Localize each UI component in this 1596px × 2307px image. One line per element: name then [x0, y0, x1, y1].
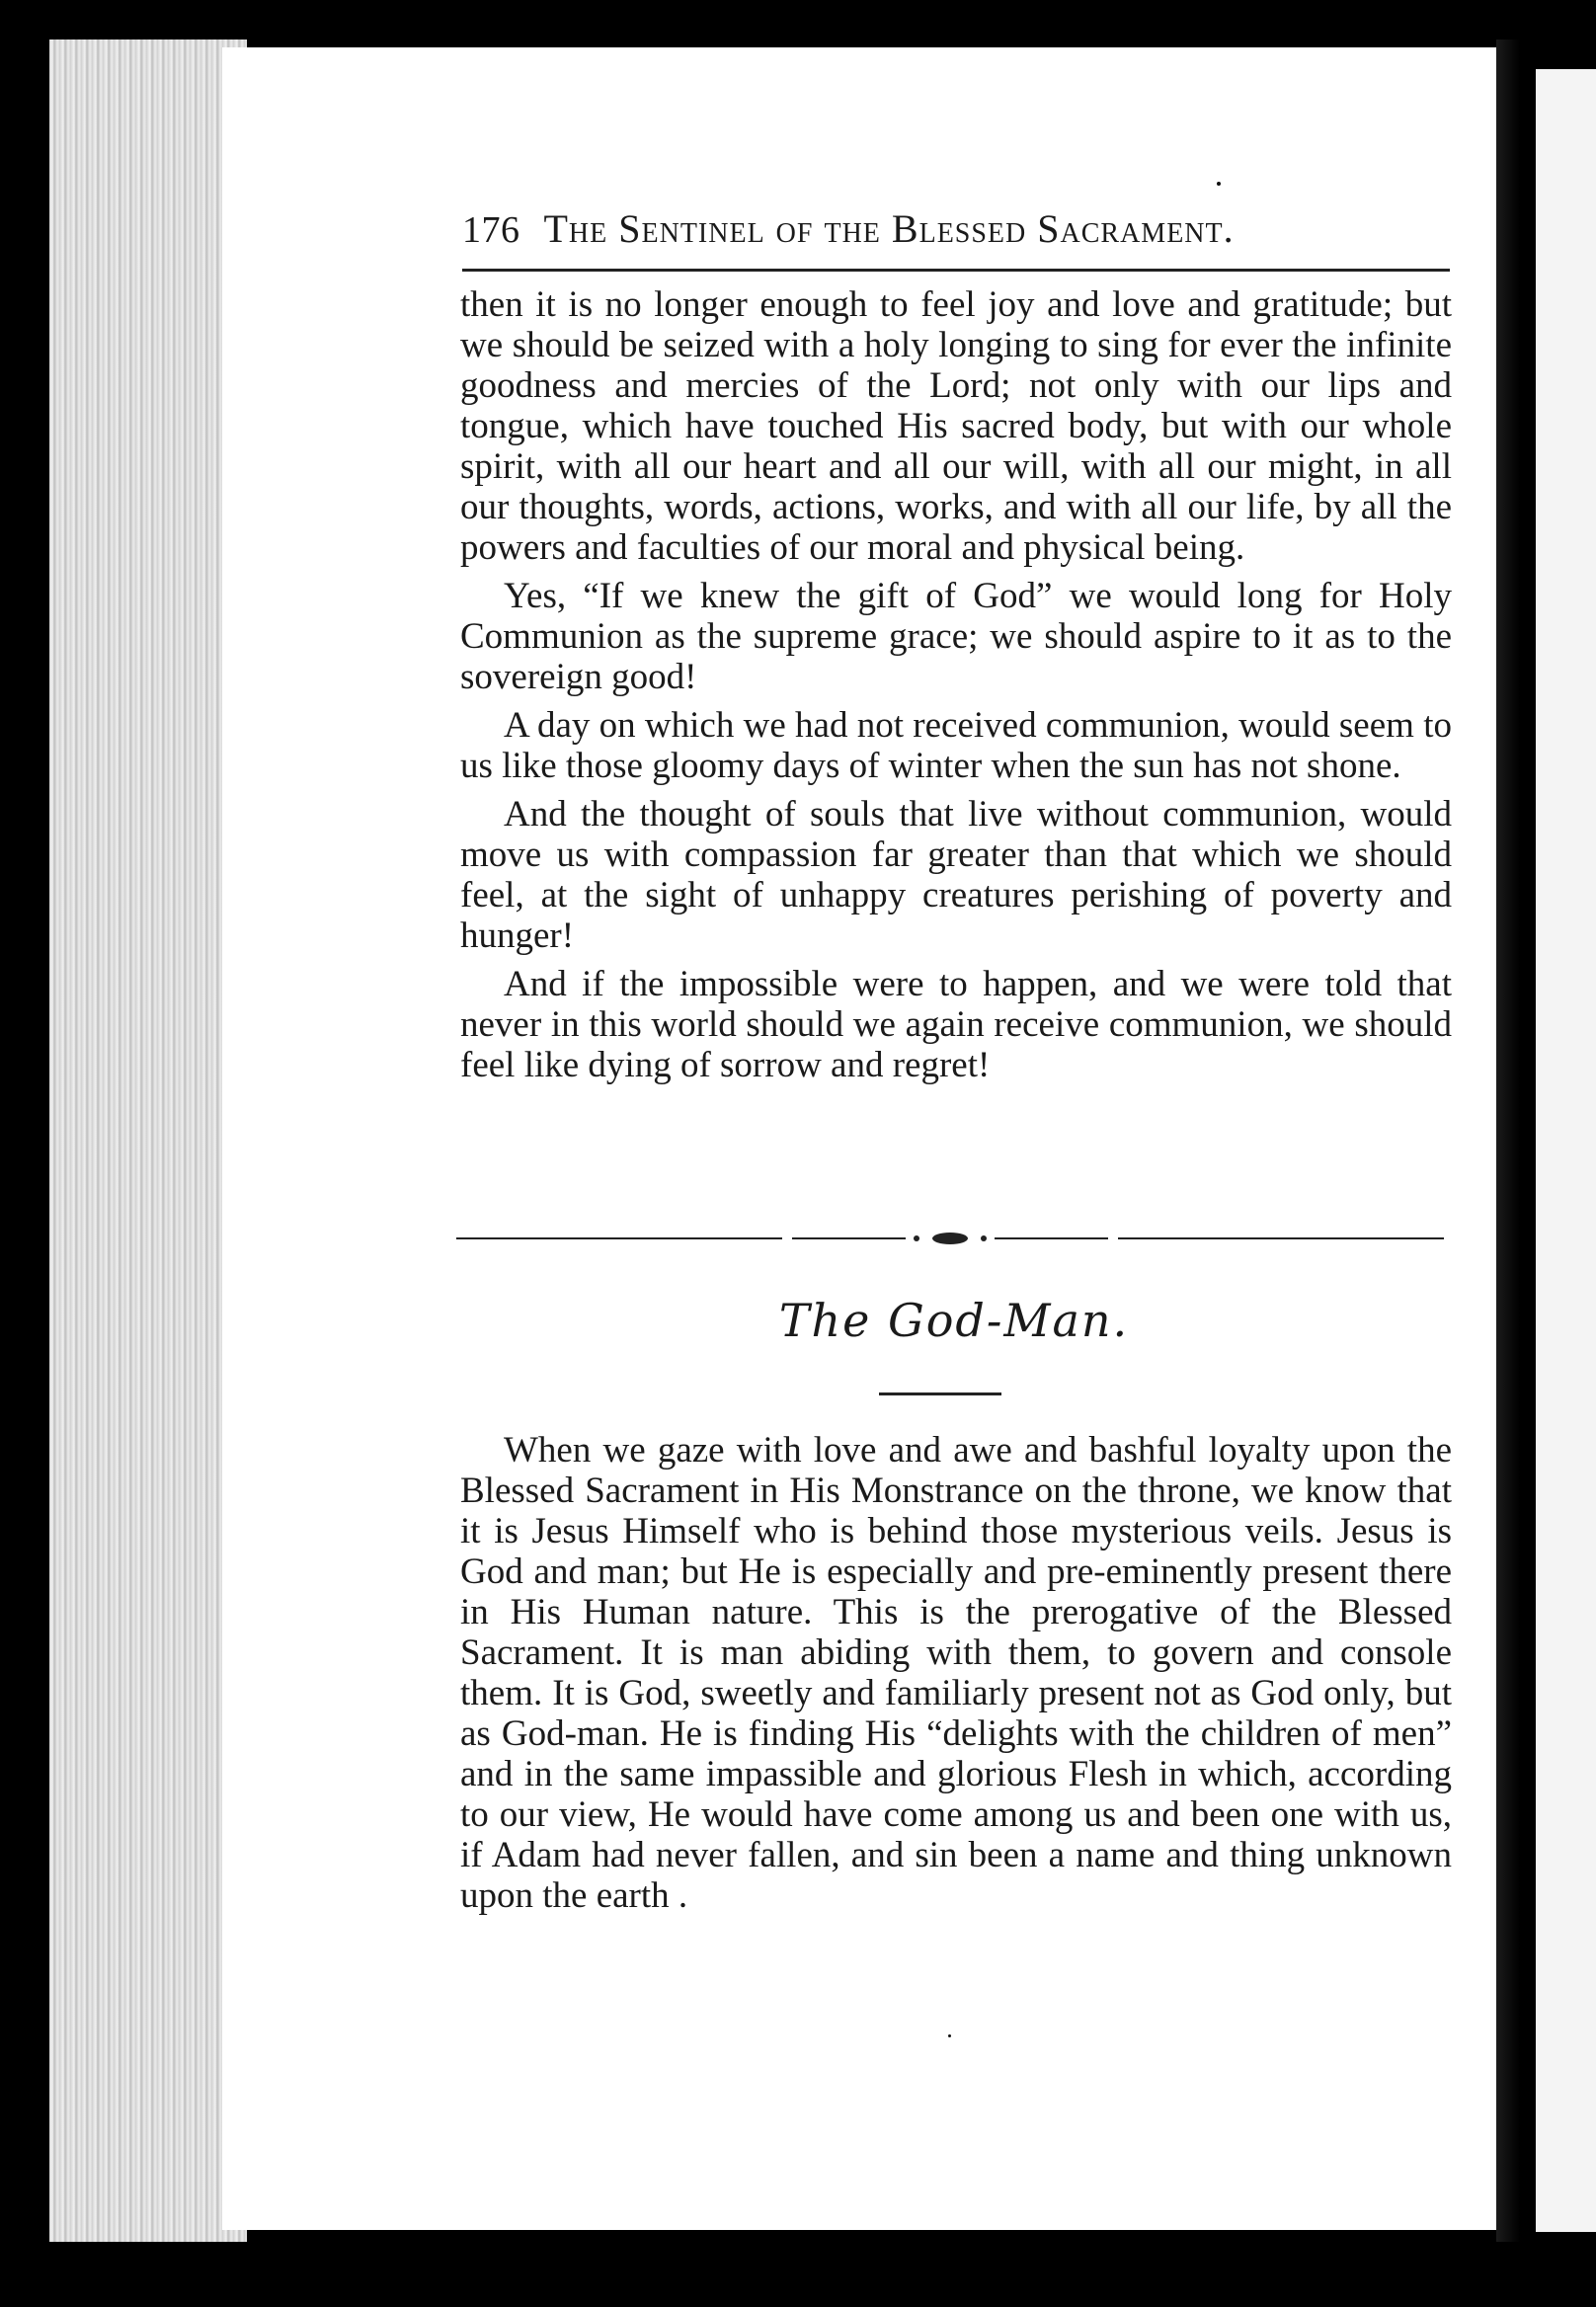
paragraph: And the thought of souls that live without communion, would move us with compassion far greater than that which we should feel, at the sight of unhappy creatures perishing of poverty and hunger! [460, 794, 1452, 956]
ornamental-divider [456, 1231, 1444, 1246]
article-continued [460, 284, 1452, 1093]
book-page-edges [49, 40, 247, 2242]
paragraph: A day on which we had not received communion, would seem to us like those gloomy days of winter when the sun has not shone. [460, 705, 1452, 786]
header-rule [462, 269, 1450, 272]
dust-speck [1217, 182, 1221, 186]
paragraph: Yes, “If we knew the gift of God” we would long for Holy Communion as the supreme grace; we should aspire to it as to the sovereign good! [460, 576, 1452, 697]
dust-speck [948, 2034, 951, 2037]
page-number: 176 [462, 209, 520, 251]
running-head [462, 205, 1450, 252]
title-underline [879, 1392, 1001, 1395]
paragraph: And if the impossible were to happen, and we were told that never in this world should we again receive communion, we should feel like dying of sorrow and regret! [460, 964, 1452, 1085]
book-gutter [1496, 40, 1536, 2242]
paragraph: then it is no longer enough to feel joy and love and gratitude; but we should be seized with a holy longing to sing for ever the infinite goodness and mercies of the Lord; not only with our lips and tongue, which have touched His sacred body, but with our whole spirit, with all our heart and all our will, with all our might, in all our thoughts, words, actions, works, and with all our life, by all the powers and faculties of our moral and physical being. [460, 284, 1452, 568]
section-body [460, 1430, 1452, 1924]
facing-page-edge [1536, 69, 1596, 2232]
section-title: The God-Man. [778, 1294, 1130, 1347]
running-title: The Sentinel of the Blessed Sacrament. [543, 206, 1235, 251]
paragraph: When we gaze with love and awe and bashful loyalty upon the Blessed Sacrament in His Monstrance on the throne, we know that it is Jesus Himself who is behind those mysterious veils. Jesus is God and man; but He is especially and pre-eminently present there in His Human nature. This is the prerogative of the Blessed Sacrament. It is man abiding with them, to govern and console them. It is God, sweetly and familiarly present not as God only, but as God-man. He is finding His “delights with the children of men” and in the same impassible and glorious Flesh in which, according to our view, He would have come among us and been one with us, if Adam had never fallen, and sin been a name and thing unknown upon the earth . [460, 1430, 1452, 1916]
